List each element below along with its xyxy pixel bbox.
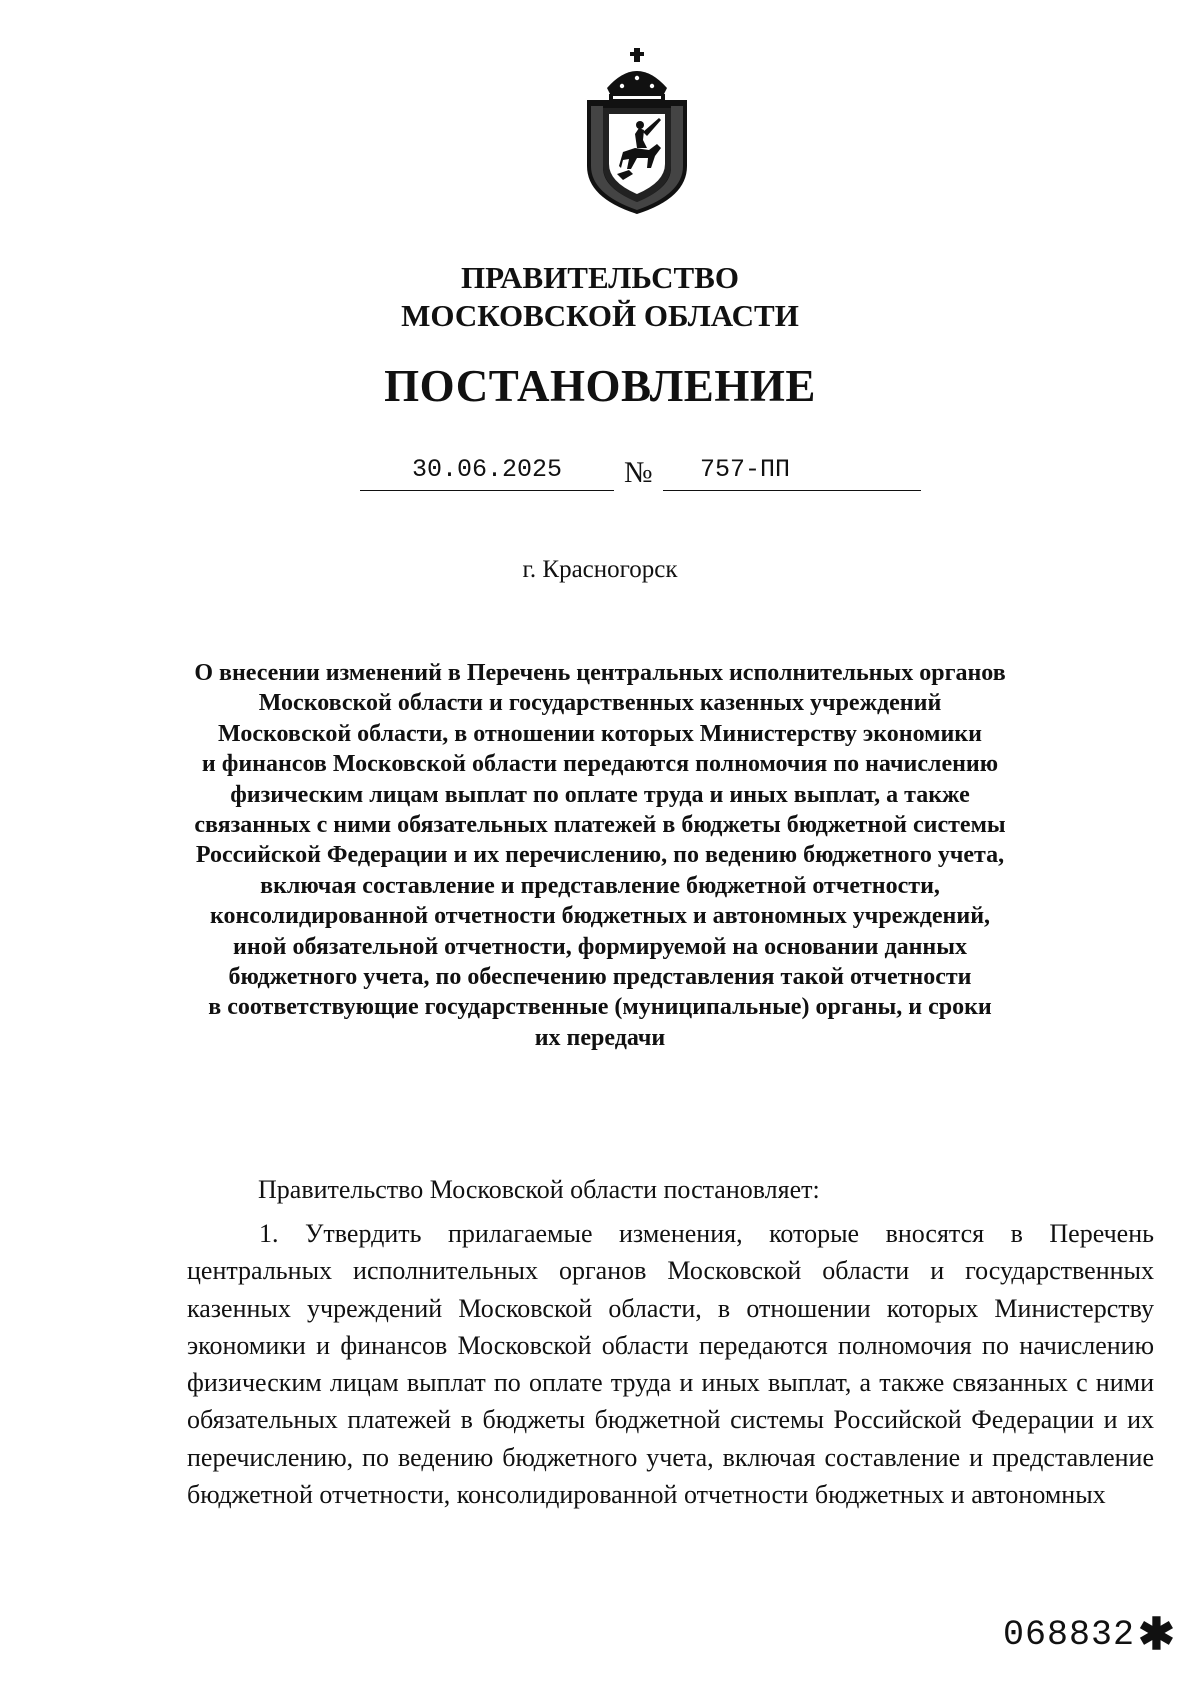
subject-line: Московской области и государственных казенных учреждений bbox=[258, 690, 942, 717]
number-sign: № bbox=[624, 456, 653, 489]
asterisk-mark: ✱ bbox=[1138, 1610, 1175, 1659]
subject-line: включая составление и представление бюджетной отчетности, bbox=[260, 872, 940, 899]
issue-city: г. Красногорск bbox=[522, 556, 678, 583]
subject-line: в соответствующие государственные (муниципальные) органы, и сроки bbox=[208, 994, 992, 1021]
authority-line-2: МОСКОВСКОЙ ОБЛАСТИ bbox=[401, 298, 799, 333]
subject-line: и финансов Московской области передаются полномочия по начислению bbox=[201, 751, 999, 778]
subject-line: их передачи bbox=[534, 1024, 666, 1051]
subject-line: связанных с ними обязательных платежей в бюджеты бюджетной системы bbox=[194, 812, 1006, 839]
document-type-title: ПОСТАНОВЛЕНИЕ bbox=[384, 361, 816, 411]
document-number: 757-ПП bbox=[700, 455, 791, 484]
issuing-authority bbox=[0, 259, 1200, 335]
subject-line: физическим лицам выплат по оплате труда и иных выплат, а также bbox=[230, 781, 970, 808]
subject-line: консолидированной отчетности бюджетных и автономных учреждений, bbox=[209, 903, 991, 930]
serial-number: 068832 bbox=[1003, 1615, 1136, 1655]
coat-of-arms-emblem bbox=[577, 48, 697, 216]
paragraph-1: 1. Утвердить прилагаемые изменения, которые вносятся в Перечень центральных исполнительных органов Московской области и государственных казенных учреждений Московской области, в отношении которых Министерству экономики и финансов Московской области передаются полномочия по начислению физическим лицам выплат по оплате труда и иных выплат, а также связанных с ними обязательных платежей в бюджеты бюджетной системы Российской Федерации и их перечислению, по ведению бюджетного учета, включая составление и представление бюджетной отчетности, консолидированной отчетности бюджетных и автономных bbox=[187, 1219, 1154, 1510]
preamble: Правительство Московской области постановляет: bbox=[258, 1175, 820, 1204]
subject-line: иной обязательной отчетности, формируемой на основании данных bbox=[233, 933, 967, 960]
document-number-field bbox=[663, 450, 921, 491]
document-subject bbox=[180, 658, 1020, 1053]
authority-line-1: ПРАВИТЕЛЬСТВО bbox=[461, 260, 739, 295]
subject-line: бюджетного учета, по обеспечению представления такой отчетности bbox=[228, 964, 972, 991]
subject-line: Московской области, в отношении которых Министерству экономики bbox=[218, 720, 982, 747]
subject-line: Российской Федерации и их перечислению, по ведению бюджетного учета, bbox=[195, 842, 1005, 869]
document-date: 30.06.2025 bbox=[360, 450, 614, 491]
subject-line: О внесении изменений в Перечень центральных исполнительных органов bbox=[194, 660, 1006, 686]
